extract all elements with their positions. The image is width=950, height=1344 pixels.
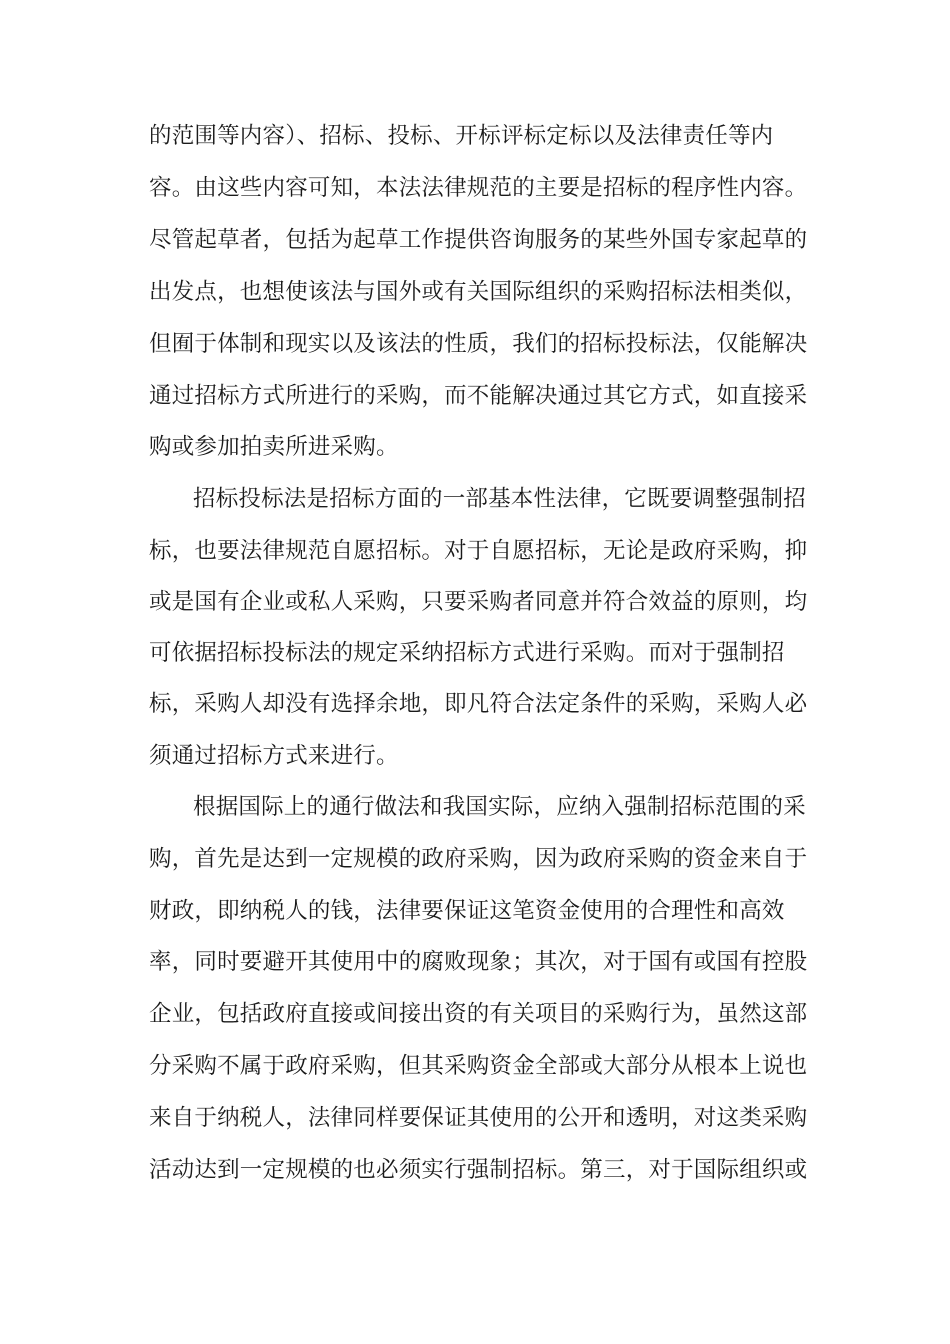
text-line: 标，也要法律规范自愿招标。对于自愿招标，无论是政府采购，抑 — [149, 538, 808, 564]
text-line: 须通过招标方式来进行。 — [149, 743, 399, 769]
text-line: 活动达到一定规模的也必须实行强制招标。第三，对于国际组织或 — [149, 1157, 808, 1183]
text-line: 标，采购人却没有选择余地，即凡符合法定条件的采购，采购人必 — [149, 691, 808, 717]
text-line: 但囿于体制和现实以及该法的性质，我们的招标投标法，仅能解决 — [149, 331, 808, 357]
text-line: 可依据招标投标法的规定采纳招标方式进行采购。而对于强制招 — [149, 640, 785, 666]
text-line: 购或参加拍卖所进采购。 — [149, 434, 399, 460]
text-line: 的范围等内容）、招标、投标、开标评标定标以及法律责任等内 — [149, 123, 774, 149]
text-line: 或是国有企业或私人采购，只要采购者同意并符合效益的原则，均 — [149, 589, 808, 615]
text-line: 企业，包括政府直接或间接出资的有关项目的采购行为，虽然这部 — [149, 1001, 808, 1027]
text-line: 根据国际上的通行做法和我国实际，应纳入强制招标范围的采 — [193, 794, 806, 820]
text-line: 通过招标方式所进行的采购，而不能解决通过其它方式，如直接采 — [149, 383, 808, 409]
text-line: 来自于纳税人，法律同样要保证其使用的公开和透明，对这类采购 — [149, 1105, 808, 1131]
text-line: 尽管起草者，包括为起草工作提供咨询服务的某些外国专家起草的 — [149, 227, 808, 253]
text-line: 容。由这些内容可知，本法法律规范的主要是招标的程序性内容。 — [149, 175, 808, 201]
text-line: 招标投标法是招标方面的一部基本性法律，它既要调整强制招 — [193, 486, 806, 512]
text-line: 购，首先是达到一定规模的政府采购，因为政府采购的资金来自于 — [149, 846, 808, 872]
text-line: 出发点，也想使该法与国外或有关国际组织的采购招标法相类似， — [149, 279, 808, 305]
text-line: 分采购不属于政府采购，但其采购资金全部或大部分从根本上说也 — [149, 1053, 808, 1079]
text-line: 率，同时要避开其使用中的腐败现象；其次，对于国有或国有控股 — [149, 949, 808, 975]
text-line: 财政，即纳税人的钱，法律要保证这笔资金使用的合理性和高效 — [149, 898, 785, 924]
